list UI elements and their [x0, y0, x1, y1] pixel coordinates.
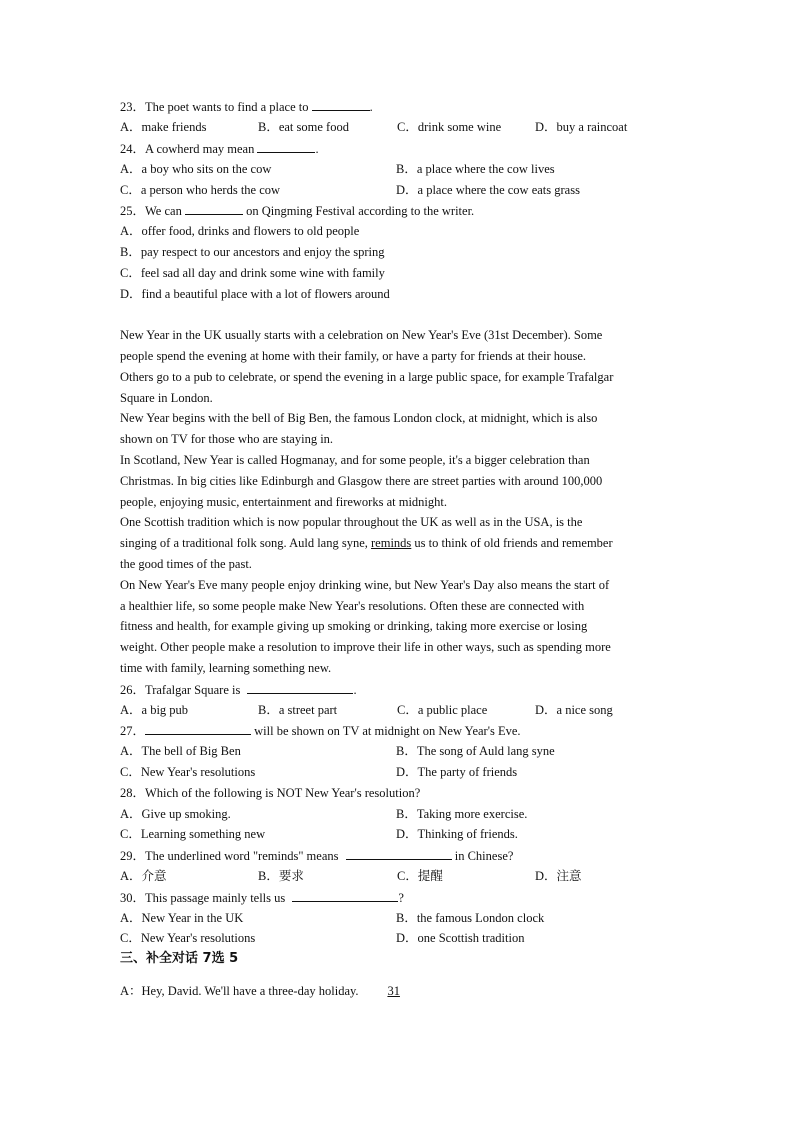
passage-text: us to think of old friends and remember — [414, 536, 613, 550]
passage-line: the good times of the past. — [120, 557, 252, 571]
q30-option-d[interactable]: D．one Scottish tradition — [396, 931, 525, 945]
q27-blank[interactable] — [145, 722, 251, 735]
passage-line: fitness and health, for example giving up smoking or drinking, taking more exercise or losing — [120, 619, 588, 633]
q30-blank[interactable] — [292, 889, 398, 902]
passage-text: singing of a traditional folk song. Auld lang syne, — [120, 536, 368, 550]
q24-end: . — [315, 142, 319, 156]
q23-option-d[interactable]: D．buy a raincoat — [535, 120, 628, 134]
q29-stem-a: 29．The underlined word "reminds" means — [120, 849, 339, 863]
q28-option-b[interactable]: B．Taking more exercise. — [396, 807, 528, 821]
q25-option-b[interactable]: B．pay respect to our ancestors and enjoy the spring — [120, 245, 385, 259]
passage-line: New Year begins with the bell of Big Ben, the famous London clock, at midnight, which is also — [120, 411, 598, 425]
question-28: 28．Which of the following is NOT New Year's resolution? — [120, 786, 421, 800]
dialog-text: A：Hey, David. We'll have a three-day holiday. — [120, 984, 359, 998]
q29-stem-b: in Chinese? — [454, 849, 514, 863]
q30-option-a[interactable]: A．New Year in the UK — [120, 911, 244, 925]
dialog-line — [120, 983, 422, 999]
q25-option-d[interactable]: D．find a beautiful place with a lot of flowers around — [120, 287, 390, 301]
q27-option-b[interactable]: B．The song of Auld lang syne — [396, 744, 555, 758]
q25-option-c[interactable]: C．feel sad all day and drink some wine with family — [120, 266, 385, 280]
passage-line — [120, 535, 613, 551]
q23-stem: 23．The poet wants to find a place to — [120, 100, 309, 114]
q27-stem-b: will be shown on TV at midnight on New Year's Eve. — [254, 724, 521, 738]
passage-line: people spend the evening at home with their family, or have a party for friends at their house. — [120, 349, 587, 363]
q24-option-d[interactable]: D．a place where the cow eats grass — [396, 183, 580, 197]
q23-option-a[interactable]: A．make friends — [120, 120, 207, 134]
q30-option-b[interactable]: B．the famous London clock — [396, 911, 545, 925]
question-30 — [120, 889, 404, 906]
passage-line: In Scotland, New Year is called Hogmanay, and for some people, it's a bigger celebration than — [120, 453, 590, 467]
question-25 — [120, 202, 474, 219]
q26-option-c[interactable]: C．a public place — [397, 703, 488, 717]
q24-option-b[interactable]: B．a place where the cow lives — [396, 162, 555, 176]
passage-line: Christmas. In big cities like Edinburgh and Glasgow there are street parties with around 100,000 — [120, 474, 603, 488]
q28-option-d[interactable]: D．Thinking of friends. — [396, 827, 518, 841]
question-26 — [120, 681, 357, 698]
q29-option-d[interactable]: D．注意 — [535, 869, 582, 883]
q30-end: ? — [398, 891, 404, 905]
q30-option-c[interactable]: C．New Year's resolutions — [120, 931, 256, 945]
passage-line: a healthier life, so some people make New Year's resolutions. Often these are connected with — [120, 599, 585, 613]
q24-option-c[interactable]: C．a person who herds the cow — [120, 183, 281, 197]
q27-stem-a: 27． — [120, 724, 146, 738]
q29-option-c[interactable]: C．提醒 — [397, 869, 443, 883]
q29-blank[interactable] — [346, 847, 452, 860]
q25-stem-a: 25．We can — [120, 204, 182, 218]
q29-option-a[interactable]: A．介意 — [120, 869, 167, 883]
q30-stem: 30．This passage mainly tells us — [120, 891, 286, 905]
section-heading: 三、补全对话 7选 5 — [120, 951, 239, 966]
q23-end: . — [369, 100, 373, 114]
q28-option-c[interactable]: C．Learning something new — [120, 827, 266, 841]
q26-option-a[interactable]: A．a big pub — [120, 703, 189, 717]
q26-end: . — [353, 683, 357, 697]
q26-option-b[interactable]: B．a street part — [258, 703, 338, 717]
passage-line: time with family, learning something new. — [120, 661, 332, 675]
q24-option-a[interactable]: A．a boy who sits on the cow — [120, 162, 272, 176]
q28-option-a[interactable]: A．Give up smoking. — [120, 807, 231, 821]
q26-option-d[interactable]: D．a nice song — [535, 703, 613, 717]
q27-option-d[interactable]: D．The party of friends — [396, 765, 518, 779]
question-29 — [120, 847, 513, 864]
q24-stem: 24．A cowherd may mean — [120, 142, 255, 156]
q27-option-c[interactable]: C．New Year's resolutions — [120, 765, 256, 779]
q27-option-a[interactable]: A．The bell of Big Ben — [120, 744, 241, 758]
q25-blank[interactable] — [185, 202, 243, 215]
q26-stem: 26．Trafalgar Square is — [120, 683, 241, 697]
q24-blank[interactable] — [257, 140, 315, 153]
question-23 — [120, 98, 373, 115]
passage-line: New Year in the UK usually starts with a celebration on New Year's Eve (31st December). Some — [120, 328, 603, 342]
passage-line: One Scottish tradition which is now popular throughout the UK as well as in the USA, is the — [120, 515, 583, 529]
q23-blank[interactable] — [312, 98, 370, 111]
q25-stem-b: on Qingming Festival according to the writer. — [246, 204, 475, 218]
q29-option-b[interactable]: B．要求 — [258, 869, 304, 883]
passage-line: people, enjoying music, entertainment and fireworks at midnight. — [120, 495, 448, 509]
question-27 — [120, 722, 521, 739]
q26-blank[interactable] — [247, 681, 353, 694]
passage-line: Others go to a pub to celebrate, or spend the evening in a large public space, for example Trafalgar — [120, 370, 614, 384]
q25-option-a[interactable]: A．offer food, drinks and flowers to old people — [120, 224, 360, 238]
q23-option-b[interactable]: B．eat some food — [258, 120, 349, 134]
passage-line: Square in London. — [120, 391, 213, 405]
underlined-word-reminds: reminds — [371, 536, 412, 550]
passage-line: On New Year's Eve many people enjoy drinking wine, but New Year's Day also means the start of — [120, 578, 610, 592]
question-24 — [120, 140, 319, 157]
passage-line: weight. Other people make a resolution to improve their life in other ways, such as spending more — [120, 640, 611, 654]
passage-line: shown on TV for those who are staying in. — [120, 432, 334, 446]
q23-option-c[interactable]: C．drink some wine — [397, 120, 502, 134]
dialog-blank-31[interactable]: 31 — [387, 984, 400, 998]
